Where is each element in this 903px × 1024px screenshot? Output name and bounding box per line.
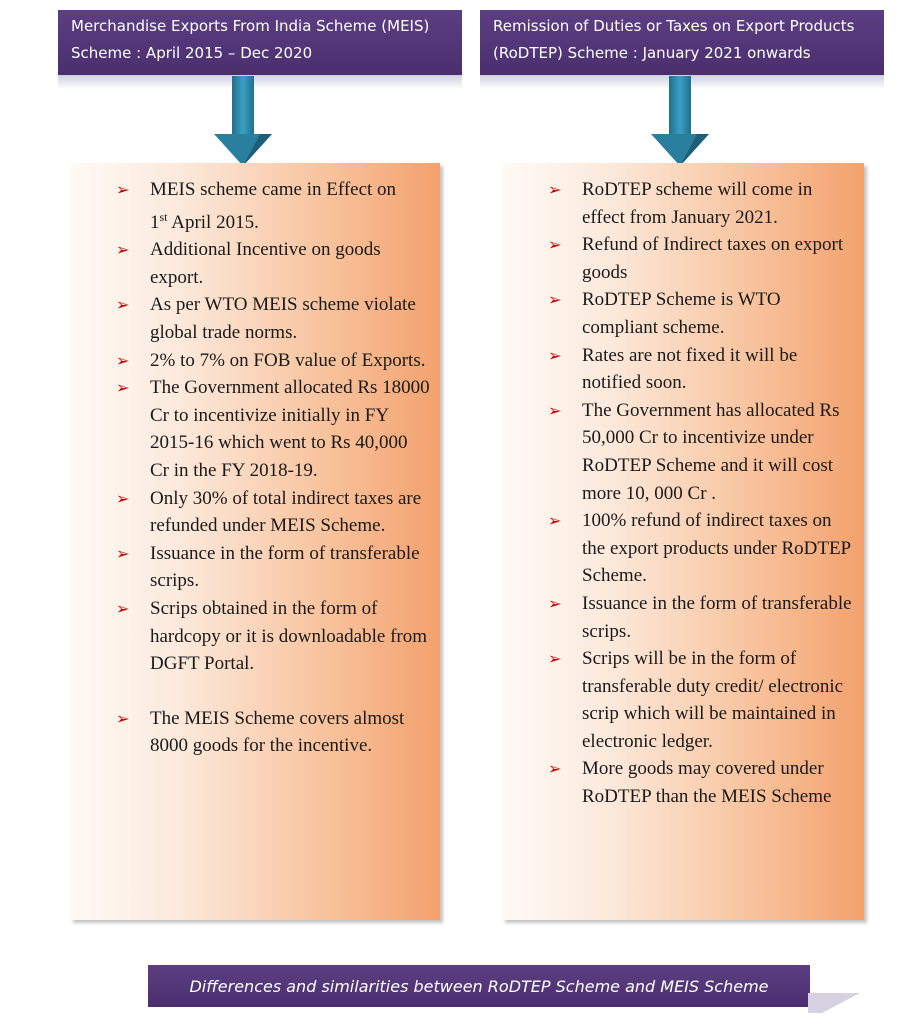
- list-item-text: RoDTEP scheme will come in effect from January 2021.: [582, 179, 813, 228]
- list-item: [548, 507, 856, 590]
- list-item-text: RoDTEP Scheme is WTO compliant scheme.: [582, 289, 781, 338]
- list-item-text: Refund of Indirect taxes on export goods: [582, 234, 844, 283]
- rodtep-header: [480, 10, 884, 75]
- diagram-caption: Differences and similarities between RoDTEP Scheme and MEIS Scheme: [148, 965, 810, 1007]
- list-item: [116, 705, 430, 760]
- arrow-bullet-icon: ➢: [116, 350, 130, 370]
- list-item: [548, 286, 856, 341]
- list-item: [116, 540, 430, 595]
- list-item: [116, 236, 430, 291]
- list-item-text: 100% refund of indirect taxes on the export products under RoDTEP Scheme.: [582, 510, 851, 587]
- arrow-bullet-icon: ➢: [116, 488, 130, 508]
- ordinal-suffix: st: [159, 209, 168, 224]
- rodtep-header-line-2: (RoDTEP) Scheme : January 2021 onwards: [493, 44, 811, 62]
- list-item: [548, 342, 856, 397]
- list-item-text: Scrips will be in the form of transferable duty credit/ electronic scrip which will be maintained in electronic ledger.: [582, 648, 844, 752]
- arrow-bullet-icon: ➢: [116, 708, 130, 728]
- arrow-bullet-icon: ➢: [548, 511, 562, 531]
- list-item-text: Only 30% of total indirect taxes are refunded under MEIS Scheme.: [150, 487, 422, 537]
- list-item-text: Scrips obtained in the form of hardcopy or it is downloadable from DGFT Portal.: [150, 597, 428, 675]
- list-item-text: April 2015.: [167, 211, 259, 233]
- list-item: [548, 231, 856, 286]
- arrow-bullet-icon: ➢: [548, 593, 562, 613]
- arrow-bullet-icon: ➢: [116, 180, 130, 199]
- arrow-bullet-icon: ➢: [548, 290, 562, 310]
- rodtep-panel: [502, 163, 864, 920]
- list-item: [548, 590, 856, 645]
- list-item-text: Rates are not fixed it will be notified soon.: [582, 344, 798, 394]
- meis-header-line-2: Scheme : April 2015 – Dec 2020: [71, 44, 313, 62]
- meis-down-arrow-icon: [212, 76, 274, 168]
- arrow-bullet-icon: ➢: [116, 295, 130, 315]
- arrow-bullet-icon: ➢: [548, 400, 562, 420]
- arrow-bullet-icon: ➢: [116, 598, 130, 618]
- list-item: [548, 176, 856, 231]
- list-item: [548, 397, 856, 507]
- meis-panel: [70, 163, 440, 920]
- meis-header-line-1: Merchandise Exports From India Scheme (MEIS): [71, 17, 430, 35]
- list-item-text: Issuance in the form of transferable scrips.: [582, 592, 852, 642]
- list-item: [548, 645, 856, 755]
- list-item-text: The MEIS Scheme covers almost 8000 goods for the incentive.: [150, 707, 405, 757]
- arrow-bullet-icon: ➢: [116, 378, 130, 398]
- list-item-text: 2% to 7% on FOB value of Exports.: [150, 349, 426, 371]
- list-item-text: More goods may covered under RoDTEP than the MEIS Scheme: [582, 758, 832, 808]
- arrow-bullet-icon: ➢: [116, 543, 130, 563]
- list-item: [116, 374, 430, 484]
- arrow-bullet-icon: ➢: [548, 235, 562, 255]
- meis-header: [58, 10, 462, 75]
- arrow-bullet-icon: ➢: [548, 649, 562, 669]
- meis-list: [116, 176, 430, 760]
- list-item: [116, 347, 430, 375]
- list-item-text: MEIS scheme came in Effect on: [150, 179, 397, 200]
- arrow-bullet-icon: ➢: [548, 180, 562, 199]
- list-item-text: 1: [150, 211, 160, 233]
- rodtep-down-arrow-icon: [649, 76, 711, 168]
- caption-shadow-tail: [808, 993, 860, 1013]
- list-item: [116, 595, 430, 678]
- arrow-bullet-icon: ➢: [548, 345, 562, 365]
- list-item-text: Additional Incentive on goods export.: [150, 239, 381, 288]
- arrow-bullet-icon: ➢: [548, 759, 562, 779]
- list-item: [116, 291, 430, 346]
- list-item: [116, 176, 430, 236]
- list-item-text: Issuance in the form of transferable scrips.: [150, 542, 420, 592]
- rodtep-header-line-1: Remission of Duties or Taxes on Export Products: [493, 17, 855, 35]
- list-item-text: As per WTO MEIS scheme violate global trade norms.: [150, 294, 416, 343]
- list-item: [548, 755, 856, 810]
- list-item-text: The Government allocated Rs 18000 Cr to incentivize initially in FY 2015-16 which went to Rs 40,000 Cr in the FY 2018-19.: [150, 377, 430, 481]
- rodtep-list: [548, 176, 856, 811]
- list-item-text: The Government has allocated Rs 50,000 Cr to incentivize under RoDTEP Scheme and it will cost more 10, 000 Cr .: [582, 399, 840, 504]
- arrow-bullet-icon: ➢: [116, 240, 130, 260]
- list-item: [116, 485, 430, 540]
